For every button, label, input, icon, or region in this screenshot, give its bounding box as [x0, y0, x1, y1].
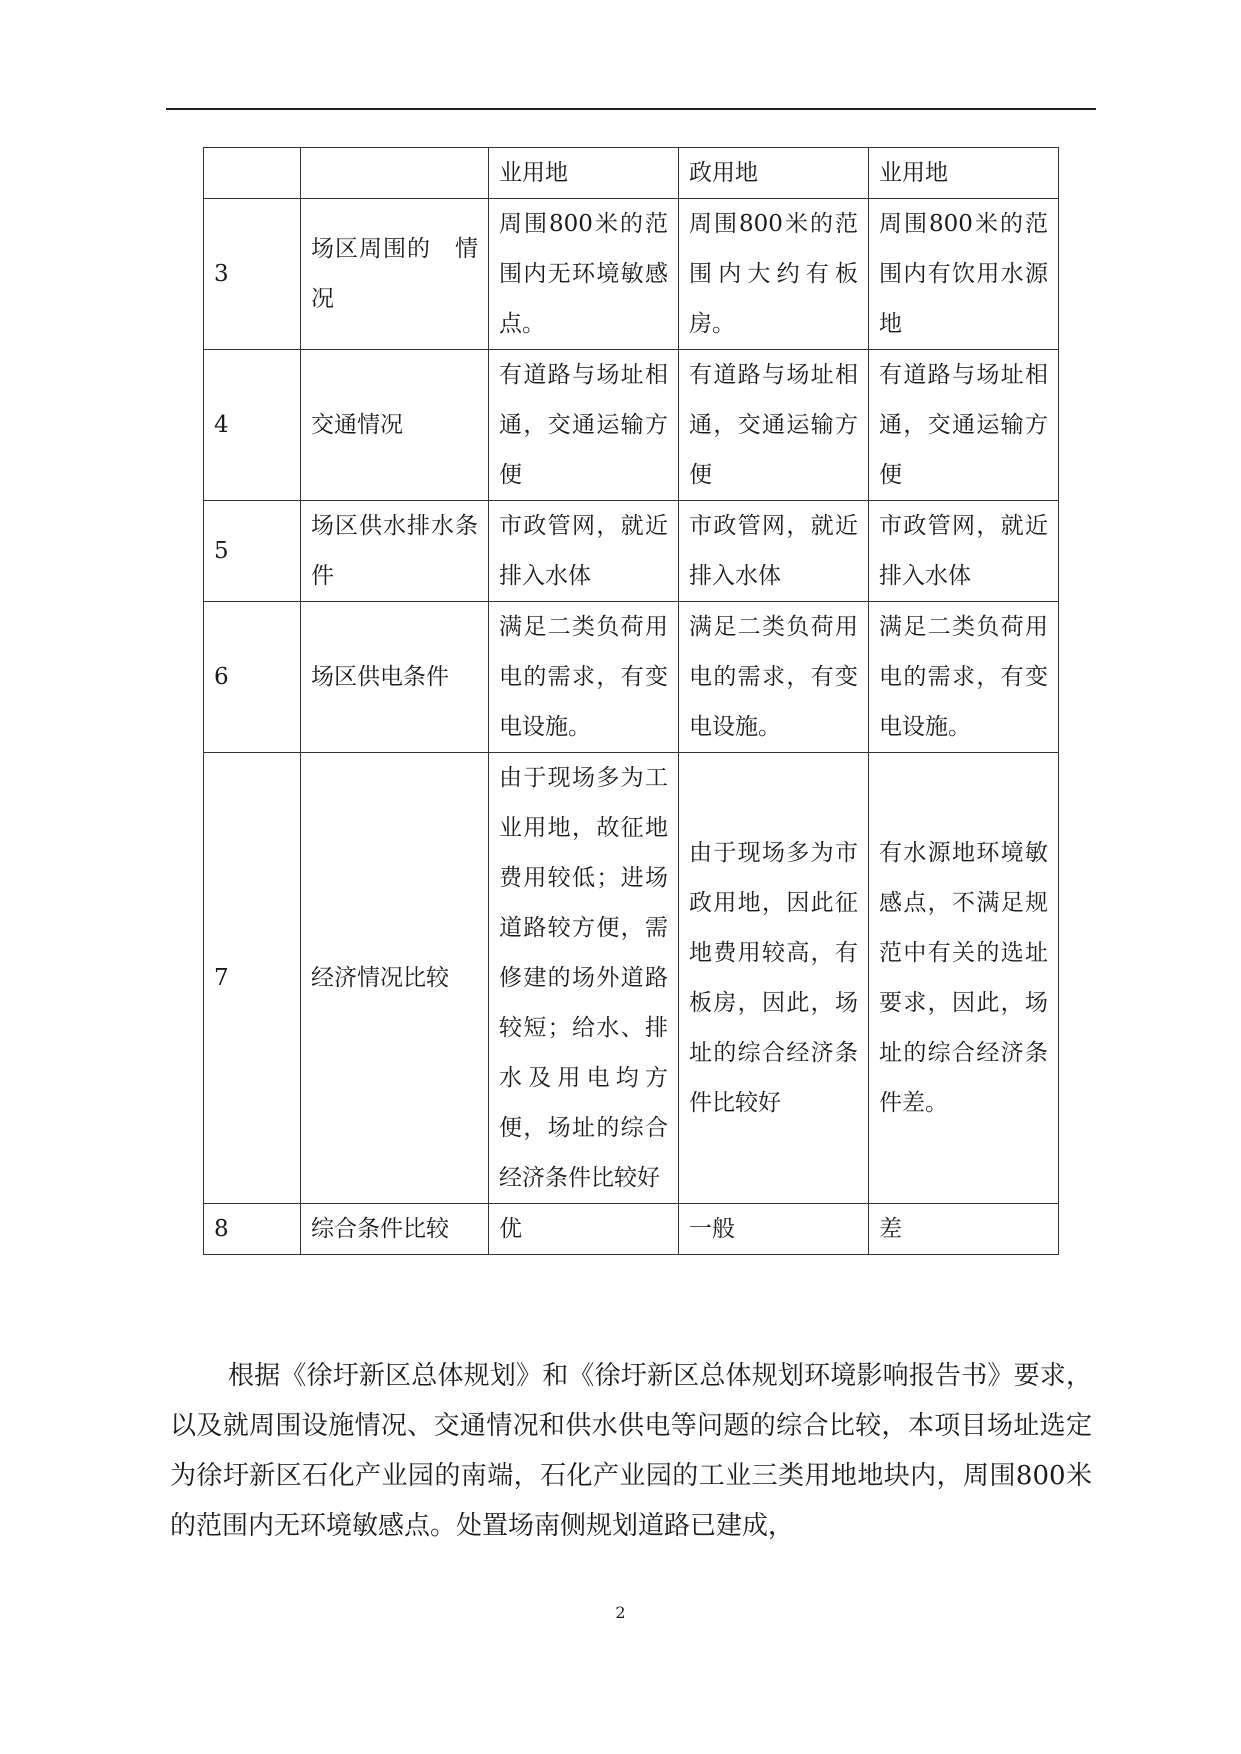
row-number: 7	[204, 753, 301, 1204]
row-number: 5	[204, 501, 301, 602]
option-c-cell: 业用地	[869, 148, 1059, 199]
row-number: 8	[204, 1204, 301, 1255]
option-b-cell: 市政管网，就近排入水体	[679, 501, 869, 602]
option-c-cell: 满足二类负荷用电的需求，有变电设施。	[869, 602, 1059, 753]
option-c-cell: 有道路与场址相通，交通运输方便	[869, 350, 1059, 501]
table-row	[204, 199, 1059, 350]
option-b-cell: 由于现场多为市政用地，因此征地费用较高，有板房，因此，场址的综合经济条件比较好	[679, 753, 869, 1204]
row-item: 场区供水排水条件	[301, 501, 489, 602]
option-b-cell: 政用地	[679, 148, 869, 199]
option-a-cell: 优	[489, 1204, 679, 1255]
option-b-cell: 满足二类负荷用电的需求，有变电设施。	[679, 602, 869, 753]
row-item: 交通情况	[301, 350, 489, 501]
option-a-cell: 有道路与场址相通，交通运输方便	[489, 350, 679, 501]
table-row	[204, 753, 1059, 1204]
body-paragraph: 根据《徐圩新区总体规划》和《徐圩新区总体规划环境影响报告书》要求，以及就周围设施情况、交通情况和供水供电等问题的综合比较，本项目场址选定为徐圩新区石化产业园的南端，石化产业园的工业三类用地地块内，周围800米的范围内无环境敏感点。处置场南侧规划道路已建成，	[170, 1361, 1092, 1541]
row-item	[301, 148, 489, 199]
table-row	[204, 148, 1059, 199]
row-item: 场区供电条件	[301, 602, 489, 753]
row-number	[204, 148, 301, 199]
table-row	[204, 350, 1059, 501]
table-row	[204, 602, 1059, 753]
option-c-cell: 有水源地环境敏感点，不满足规范中有关的选址要求，因此，场址的综合经济条件差。	[869, 753, 1059, 1204]
option-c-cell: 市政管网，就近排入水体	[869, 501, 1059, 602]
option-c-cell: 周围800米的范围内有饮用水源地	[869, 199, 1059, 350]
page-number: 2	[615, 1603, 626, 1622]
table-row	[204, 1204, 1059, 1255]
option-c-cell: 差	[869, 1204, 1059, 1255]
row-number: 6	[204, 602, 301, 753]
option-a-cell: 满足二类负荷用电的需求，有变电设施。	[489, 602, 679, 753]
row-item: 经济情况比较	[301, 753, 489, 1204]
row-number: 4	[204, 350, 301, 501]
option-b-cell: 一般	[679, 1204, 869, 1255]
option-a-cell: 由于现场多为工业用地，故征地费用较低；进场道路较方便，需修建的场外道路较短；给水、排水及用电均方便，场址的综合经济条件比较好	[489, 753, 679, 1204]
option-a-cell: 市政管网，就近排入水体	[489, 501, 679, 602]
row-item: 综合条件比较	[301, 1204, 489, 1255]
row-number: 3	[204, 199, 301, 350]
option-a-cell: 业用地	[489, 148, 679, 199]
option-a-cell: 周围800米的范围内无环境敏感点。	[489, 199, 679, 350]
site-comparison-table	[203, 147, 1059, 1255]
table-row	[204, 501, 1059, 602]
row-item: 场区周围的 情况	[301, 199, 489, 350]
header-rule	[166, 108, 1096, 110]
option-b-cell: 有道路与场址相通，交通运输方便	[679, 350, 869, 501]
option-b-cell: 周围800米的范围内大约有板房。	[679, 199, 869, 350]
